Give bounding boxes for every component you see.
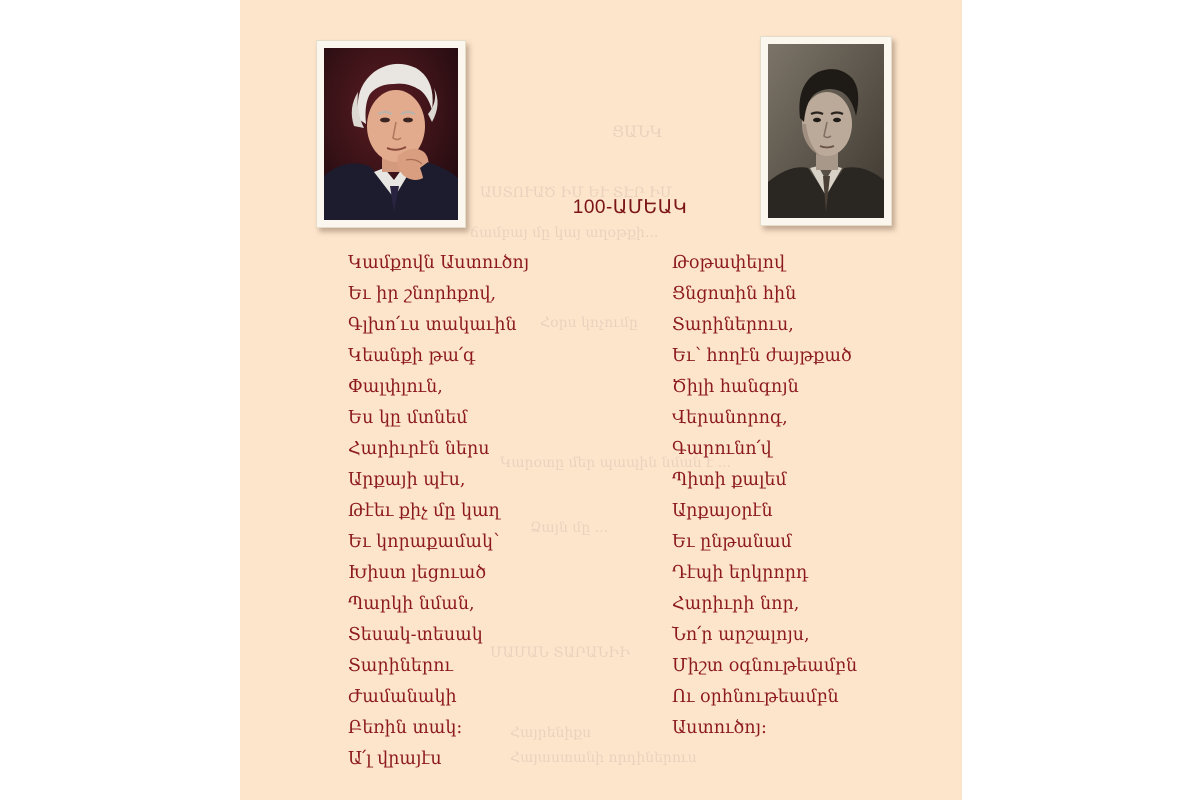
show-through-text: ճամբայ մը կայ աղօթքի... bbox=[470, 225, 659, 241]
poem-line: Եւ կորաքամակ՝ bbox=[348, 532, 500, 552]
portrait-photo-young-man bbox=[760, 36, 892, 226]
poem-line: Գլխո՛ւս տակաւին bbox=[348, 315, 517, 335]
portrait-photo-elderly-man bbox=[316, 40, 466, 228]
poem-line: Գարունո՛վ bbox=[672, 439, 772, 459]
poem-line: Արքայօրէն bbox=[672, 501, 773, 521]
poem-line: Փալփլուն, bbox=[348, 377, 443, 397]
poem-line: Խիստ լեցուած bbox=[348, 563, 487, 583]
poem-line: Ցնցոտին հին bbox=[672, 284, 797, 304]
poem-line: Եւ՝ հողէն ժայթքած bbox=[672, 346, 852, 366]
poem-line: Թօթափելով bbox=[672, 253, 786, 273]
poem-line: Հարիւրի նոր, bbox=[672, 594, 800, 614]
poem-line: Արքայի պէս, bbox=[348, 470, 466, 490]
show-through-text: ԱՍՏՈՒԱԾ ԻՄ ԵՒ ՏԷՐ ԻՄ bbox=[480, 185, 673, 201]
poem-line: Եւ ընթանամ bbox=[672, 532, 792, 552]
poem-line: Եւ իր շնորհքով, bbox=[348, 284, 497, 304]
poem-line: Ու օրհնութեամբն bbox=[672, 687, 839, 707]
young-man-photo bbox=[768, 44, 884, 218]
show-through-text: Ձայն մը ... bbox=[530, 520, 609, 536]
poem-line: Տեսակ-տեսակ bbox=[348, 625, 483, 645]
poem-left-column bbox=[348, 248, 529, 775]
elderly-man-photo bbox=[324, 48, 458, 220]
show-through-text: ՄԱՄԱՆ ՏԱՐԱՆԻԻ bbox=[490, 645, 630, 661]
poem-line: Վերանորոգ, bbox=[672, 408, 788, 428]
poem-line: Աստուծոյ: bbox=[672, 718, 767, 738]
poem-line: Պիտի քալեմ bbox=[672, 470, 787, 490]
book-page bbox=[240, 0, 962, 800]
poem-line: Պարկի նման, bbox=[348, 594, 475, 614]
poem-line: Ես կը մտնեմ bbox=[348, 408, 468, 428]
poem-line: Ծիլի հանգոյն bbox=[672, 377, 799, 397]
show-through-text: Կարօտը մեր պապին նման է ... bbox=[500, 455, 732, 471]
poem-line: Նո՛ր արշալոյս, bbox=[672, 625, 810, 645]
poem-line: Բեռին տակ: bbox=[348, 718, 463, 738]
poem-line: Հարիւրէն ներս bbox=[348, 439, 490, 459]
poem-line: Թէեւ քիչ մը կաղ bbox=[348, 501, 500, 521]
poem-line: Դէպի երկրորդ bbox=[672, 563, 809, 583]
poem-line: Կեանքի թա՛գ bbox=[348, 346, 476, 366]
poem-line: Ժամանակի bbox=[348, 687, 457, 707]
show-through-text: ՑԱՆԿ bbox=[612, 122, 663, 141]
show-through-text: Հայրենիքս bbox=[510, 725, 592, 741]
poem-line: Տարիներու bbox=[348, 656, 453, 676]
poem-title: 100-ԱՄԵԱԿ bbox=[572, 197, 688, 218]
poem-line: Միշտ օգնութեամբն bbox=[672, 656, 858, 676]
poem-line: Ա՛լ վրայէս bbox=[348, 749, 442, 769]
show-through-text: Հայաստանի որդիներուս bbox=[510, 750, 697, 766]
show-through-text: Հօրս կոչումը bbox=[540, 315, 638, 331]
poem-line: Կամքովն Աստուծոյ bbox=[348, 253, 530, 273]
poem-line: Տարիներուս, bbox=[672, 315, 794, 335]
poem-right-column bbox=[672, 248, 857, 744]
